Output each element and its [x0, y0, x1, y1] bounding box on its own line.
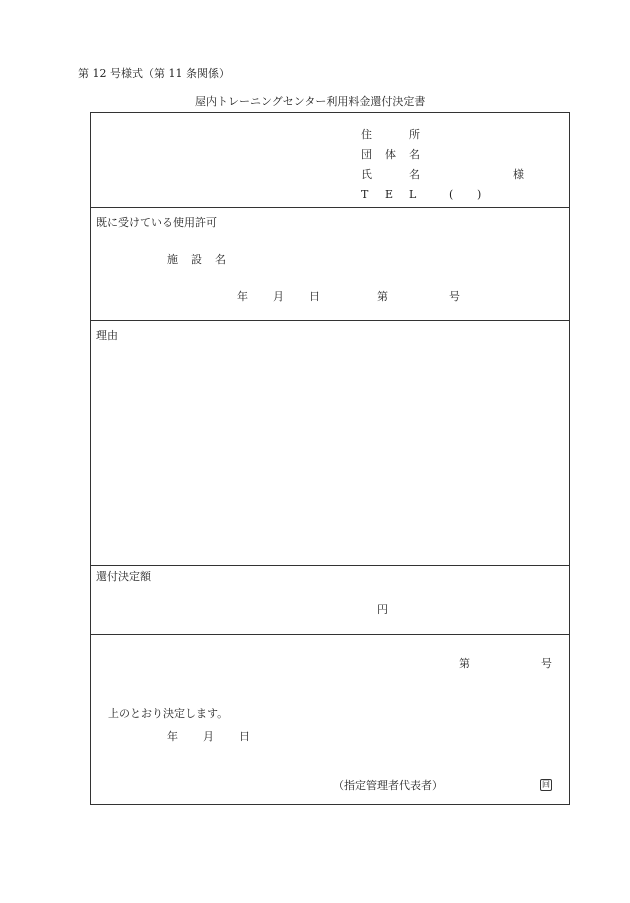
form-table	[90, 112, 570, 805]
decision-statement: 上のとおり決定します。	[108, 707, 229, 720]
form-number: 第 12 号様式（第 11 条関係）	[78, 67, 230, 80]
permit-heading: 既に受けている使用許可	[96, 216, 217, 229]
tel-close-paren: )	[477, 188, 482, 201]
facility-label-3: 名	[215, 253, 226, 266]
name-label-2: 名	[409, 168, 420, 181]
refund-currency-yen: 円	[377, 603, 388, 616]
address-label-2: 所	[409, 128, 420, 141]
document-title: 屋内トレーニングセンター利用料金還付決定書	[195, 95, 426, 108]
permit-day: 日	[309, 290, 320, 303]
facility-label-1: 施	[167, 253, 178, 266]
divider	[91, 320, 569, 321]
group-label-1: 団	[361, 148, 372, 161]
tel-e: E	[385, 188, 394, 201]
issuer-label: （指定管理者代表者）	[333, 779, 443, 792]
facility-label-2: 設	[191, 253, 202, 266]
reason-heading: 理由	[96, 329, 118, 342]
name-label-1: 氏	[361, 168, 372, 181]
address-label-1: 住	[361, 128, 372, 141]
permit-number-prefix: 第	[377, 290, 388, 303]
seal-mark: 回	[542, 780, 550, 789]
tel-t: T	[361, 188, 369, 201]
refund-heading: 還付決定額	[96, 570, 151, 583]
tel-l: L	[409, 188, 417, 201]
decision-day: 日	[239, 730, 250, 743]
honorific-sama: 様	[513, 168, 524, 181]
decision-month: 月	[203, 730, 214, 743]
decision-year: 年	[167, 730, 178, 743]
decision-number-prefix: 第	[459, 657, 470, 670]
group-label-3: 名	[409, 148, 420, 161]
tel-open-paren: (	[449, 188, 454, 201]
permit-month: 月	[273, 290, 284, 303]
decision-number-suffix: 号	[541, 657, 552, 670]
permit-year: 年	[237, 290, 248, 303]
divider	[91, 207, 569, 208]
permit-number-suffix: 号	[449, 290, 460, 303]
divider	[91, 634, 569, 635]
divider	[91, 565, 569, 566]
group-label-2: 体	[385, 148, 396, 161]
